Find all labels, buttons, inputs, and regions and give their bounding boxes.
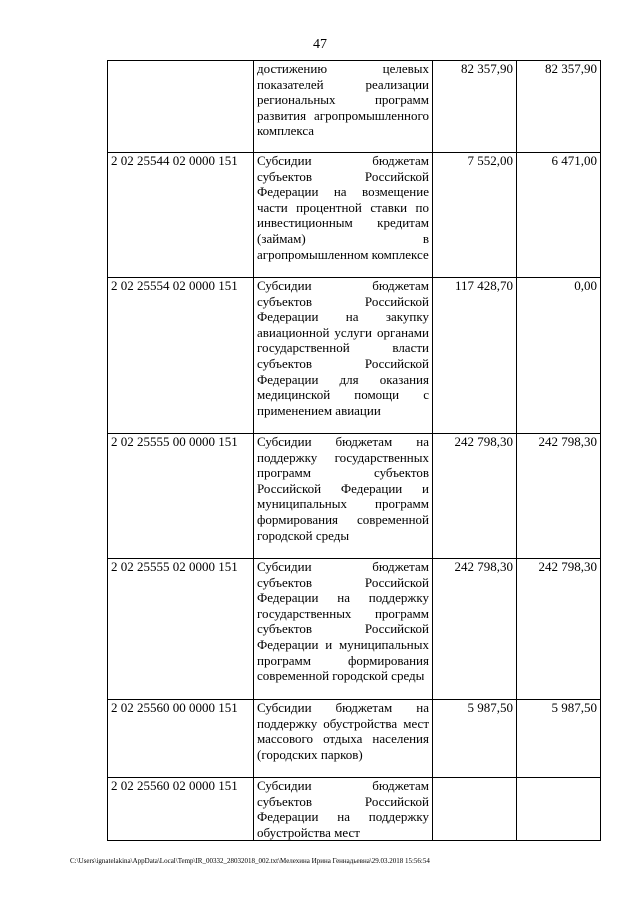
file-path-footer: C:\Users\ignatelakina\AppData\Local\Temp\IR_00332_28032018_002.txt\Мелехина Ирина Геннадьевна\29.03.2018 15:56:54 bbox=[70, 857, 430, 865]
budget-code-cell: 2 02 25560 00 0000 151 bbox=[108, 700, 254, 778]
description-cell: достижению целевых показателей реализации региональных программ развития агропромышленного комплекса bbox=[254, 61, 433, 153]
description-cell: Субсидии бюджетам на поддержку государственных программ субъектов Российской Федерации и муниципальных программ формирования современной городской среды bbox=[254, 434, 433, 559]
budget-code-cell: 2 02 25544 02 0000 151 bbox=[108, 153, 254, 278]
description-cell: Субсидии бюджетам субъектов Российской Федерации на возмещение части процентной ставки по инвестиционным кредитам (займам) в агропромышленном комплексе bbox=[254, 153, 433, 278]
budget-code-cell: 2 02 25555 00 0000 151 bbox=[108, 434, 254, 559]
amount-cell-1: 117 428,70 bbox=[433, 278, 517, 434]
amount-cell-2: 242 798,30 bbox=[517, 434, 601, 559]
table-row bbox=[108, 559, 601, 700]
amount-cell-1: 82 357,90 bbox=[433, 61, 517, 153]
amount-cell-2: 82 357,90 bbox=[517, 61, 601, 153]
table-row bbox=[108, 434, 601, 559]
description-cell: Субсидии бюджетам на поддержку обустройства мест массового отдыха населения (городских парков) bbox=[254, 700, 433, 778]
amount-cell-1: 5 987,50 bbox=[433, 700, 517, 778]
table-row bbox=[108, 278, 601, 434]
amount-cell-1: 7 552,00 bbox=[433, 153, 517, 278]
description-cell: Субсидии бюджетам субъектов Российской Федерации на поддержку государственных программ субъектов Российской Федерации и муниципальных программ формирования современной городской среды bbox=[254, 559, 433, 700]
amount-cell-1 bbox=[433, 778, 517, 841]
amount-cell-1: 242 798,30 bbox=[433, 559, 517, 700]
amount-cell-2: 242 798,30 bbox=[517, 559, 601, 700]
budget-table bbox=[107, 60, 601, 841]
amount-cell-2: 5 987,50 bbox=[517, 700, 601, 778]
description-cell: Субсидии бюджетам субъектов Российской Федерации на закупку авиационной услуги органами государственной власти субъектов Российской Федерации для оказания медицинской помощи с применением авиации bbox=[254, 278, 433, 434]
table-row bbox=[108, 153, 601, 278]
description-cell: Субсидии бюджетам субъектов Российской Федерации на поддержку обустройства мест bbox=[254, 778, 433, 841]
budget-code-cell: 2 02 25555 02 0000 151 bbox=[108, 559, 254, 700]
table-row bbox=[108, 61, 601, 153]
budget-code-cell: 2 02 25554 02 0000 151 bbox=[108, 278, 254, 434]
page-number: 47 bbox=[313, 37, 327, 52]
amount-cell-2: 6 471,00 bbox=[517, 153, 601, 278]
table-row bbox=[108, 778, 601, 841]
table-row bbox=[108, 700, 601, 778]
budget-code-cell bbox=[108, 61, 254, 153]
budget-code-cell: 2 02 25560 02 0000 151 bbox=[108, 778, 254, 841]
amount-cell-2 bbox=[517, 778, 601, 841]
amount-cell-1: 242 798,30 bbox=[433, 434, 517, 559]
amount-cell-2: 0,00 bbox=[517, 278, 601, 434]
